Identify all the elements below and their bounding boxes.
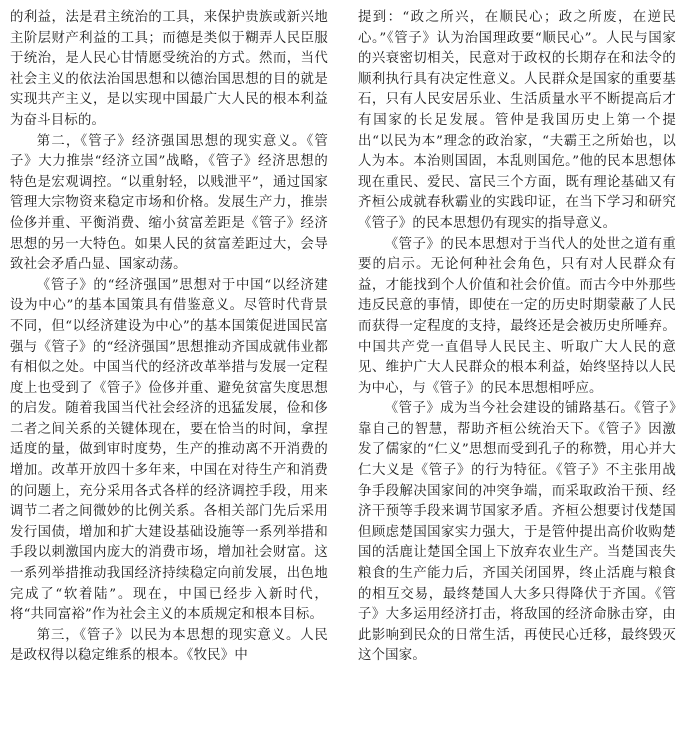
paragraph: 《管子》成为当今社会建设的铺路基石。《管子》靠自己的智慧，帮助齐桓公统治天下。《管子》因激发了儒家的“仁义”思想而受到孔子的称赞，用心并大仁大义是《管子》的行为特征。《管子》不主张用战争手段解决国家间的冲突争端，而采取政治干预、经济干预等手段来调节国家矛盾。齐桓公想要讨伐楚国但顾虑楚国国家实力强大，于是管仲提出高价收购楚国的活鹿让楚国全国上下放弃农业生产。当楚国丧失粮食的生产能力后，齐国关闭国界，终止活鹿与粮食的相互交易，最终楚国人大多只得降伏于齐国。《管子》大多运用经济打击，将敌国的经济命脉击穿，由此影响到民众的日常生活，再使民心迁移，最终毁灭这个国家。: [358, 401, 676, 664]
left-column: [10, 8, 328, 667]
right-column: [358, 8, 676, 667]
paragraph: 第三，《管子》以民为本思想的现实意义。人民是政权得以稳定维系的根本。《牧民》中: [10, 627, 328, 664]
paragraph: 第二，《管子》经济强国思想的现实意义。《管子》大力推崇“经济立国”战略，《管子》经济思想的特色是宏观调控。“以重射轻，以贱泄平”，通过国家管理大宗物资来稳定市场和价格。发展生产力，推崇俭侈并重、平衡消费、缩小贫富差距是《管子》经济思想的另一大特色。如果人民的贫富差距过大，会导致社会矛盾凸显、国家动荡。: [10, 133, 328, 273]
paragraph: 提到：“政之所兴，在顺民心；政之所废，在逆民心。”《管子》认为治国理政要“顺民心”。人民与国家的兴衰密切相关，民意对于政权的长期存在和法令的顺利执行具有决定性意义。人民群众是国家的重要基石，只有人民安居乐业、生活质量水平不断提高后才有国家的长足发展。管仲是我国历史上第一个提出“以民为本”理念的政治家，“夫霸王之所始也，以人为本。本治则国固，本乱则国危。”他的民本思想体现在重民、爱民、富民三个方面，既有理论基础又有齐桓公成就春秋霸业的实践印证，在当下学习和研究《管子》的民本思想仍有现实的指导意义。: [358, 10, 676, 231]
paragraph: 《管子》的“经济强国”思想对于中国“以经济建设为中心”的基本国策具有借鉴意义。尽管时代背景不同，但“以经济建设为中心”的基本国策促进国民富强与《管子》的“经济强国”思想推动齐国成就伟业都有相似之处。中国当代的经济改革举措与发展一定程度上也受到了《管子》俭侈并重、避免贫富失度思想的启发。随着我国当代社会经济的迅猛发展，俭和侈二者之间关系的关键体现在，要在恰当的时间，拿捏适度的量，做到审时度势，生产的推动离不开消费的增加。改革开放四十多年来，中国在对待生产和消费的问题上，充分采用各式各样的经济调控手段，用来调节二者之间微妙的比例关系。各相关部门先后采用发行国债，增加和扩大建设基础设施等一系列举措和手段以刺激国内庞大的消费市场，增加社会财富。这一系列举措推动我国经济持续稳定向前发展，出色地完成了“软着陆”。现在，中国已经步入新时代，将“共同富裕”作为社会主义的本质规定和根本目标。: [10, 277, 328, 623]
paragraph: 《管子》的民本思想对于当代人的处世之道有重要的启示。无论何种社会角色，只有对人民群众有益，才能找到个人价值和社会价值。而古今中外那些违反民意的事情，即使在一定的历史时期蒙蔽了人民而获得一定程度的支持，最终还是会被历史所唾弃。中国共产党一直倡导人民民主、听取广大人民的意见、维护广大人民群众的根本利益，始终坚持以人民为中心，与《管子》的民本思想相呼应。: [358, 236, 676, 396]
paragraph: 的利益，法是君主统治的工具，来保护贵族或新兴地主阶层财产利益的工具；而德是类似于糊弄人民臣服于统治，是人民心甘情愿受统治的方式。然而，当代社会主义的依法治国思想和以德治国思想的目的就是实现共产主义，是以实现中国最广大人民的根本利益为奋斗目标的。: [10, 10, 328, 128]
